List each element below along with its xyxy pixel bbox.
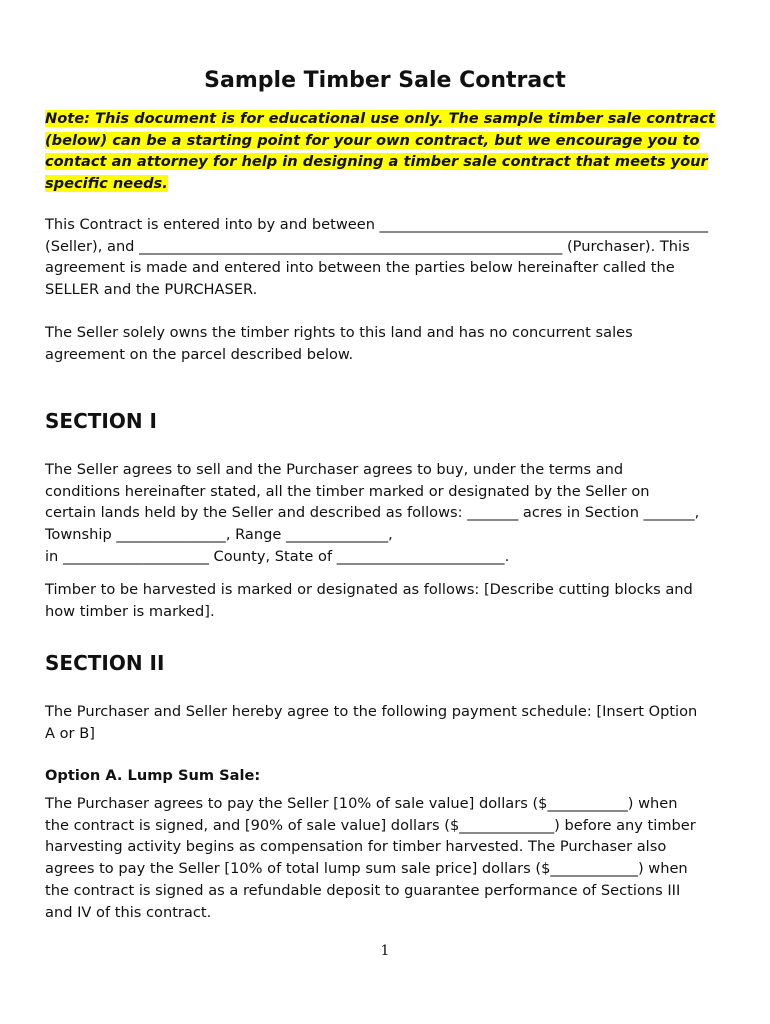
- balance-amount-blank: _____________: [459, 816, 555, 834]
- purchaser-name-blank: __________________________________________________________: [139, 237, 563, 255]
- s1-line-4: Township _______________, Range ______________,: [45, 526, 393, 544]
- s1-line-3: certain lands held by the Seller and described as follows: _______ acres in Section _______,: [45, 504, 700, 522]
- ownership-line-2: agreement on the parcel described below.: [45, 345, 354, 363]
- refundable-deposit-blank: ____________: [550, 860, 638, 878]
- educational-note: [45, 108, 735, 195]
- option-a-paragraph: [45, 793, 735, 923]
- section-1-paragraph: [45, 459, 735, 568]
- intro-line-3: agreement is made and entered into between the parties below hereinafter called the: [45, 259, 675, 277]
- payment-line-2: A or B]: [45, 724, 95, 742]
- acres-blank: _______: [467, 504, 519, 522]
- timber-marking-paragraph: [45, 579, 735, 622]
- county-blank: ____________________: [62, 547, 209, 565]
- intro-line-2: (Seller), and __________________________________________________________ (Purchaser). This: [45, 237, 690, 255]
- page-number: 1: [380, 943, 390, 959]
- highlighted-note-text: Note: This document is for educational use only. The sample timber sale contract (below) can be a starting point for your own contract, but we encourage you to contact an attorney for help in designing a timber sale contract that meets your specific needs.: [45, 110, 715, 193]
- opt-a-line-6: and IV of this contract.: [45, 903, 212, 921]
- s1-line-1: The Seller agrees to sell and the Purchaser agrees to buy, under the terms and: [45, 461, 624, 478]
- document-title: Sample Timber Sale Contract: [204, 68, 566, 93]
- section-number-blank: _______: [643, 504, 695, 522]
- opt-a-line-3: harvesting activity begins as compensation for timber harvested. The Purchaser also: [45, 838, 667, 856]
- opt-a-line-1: The Purchaser agrees to pay the Seller [10% of sale value] dollars ($___________) when: [45, 795, 678, 812]
- deposit-amount-blank: ___________: [547, 795, 628, 812]
- marking-line-2: how timber is marked].: [45, 602, 215, 620]
- state-blank: _______________________: [336, 547, 505, 565]
- seller-name-blank: _____________________________________________: [379, 216, 708, 233]
- opt-a-line-5: the contract is signed as a refundable deposit to guarantee performance of Sections III: [45, 881, 681, 899]
- payment-line-1: The Purchaser and Seller hereby agree to the following payment schedule: [Insert Option: [45, 703, 698, 720]
- s1-line-2: conditions hereinafter stated, all the timber marked or designated by the Seller on: [45, 482, 650, 500]
- option-a-heading: Option A. Lump Sum Sale:: [45, 767, 261, 784]
- s1-line-5: in ____________________ County, State of _______________________.: [45, 547, 510, 565]
- intro-paragraph: [45, 214, 735, 301]
- opt-a-line-4: agrees to pay the Seller [10% of total lump sum sale price] dollars ($____________) when: [45, 860, 688, 878]
- opt-a-line-2: the contract is signed, and [90% of sale value] dollars ($_____________) before any timber: [45, 816, 696, 834]
- range-blank: ______________: [285, 526, 389, 544]
- intro-line-4: SELLER and the PURCHASER.: [45, 281, 258, 299]
- section-2-heading: SECTION II: [45, 651, 165, 675]
- township-blank: _______________: [116, 526, 226, 544]
- marking-line-1: Timber to be harvested is marked or designated as follows: [Describe cutting blocks and: [45, 581, 693, 598]
- intro-line-1: This Contract is entered into by and between _____________________________________________: [45, 216, 708, 233]
- payment-schedule-paragraph: [45, 701, 735, 744]
- ownership-line-1: The Seller solely owns the timber rights to this land and has no concurrent sales: [45, 324, 633, 341]
- ownership-paragraph: [45, 322, 735, 365]
- section-1-heading: SECTION I: [45, 409, 157, 433]
